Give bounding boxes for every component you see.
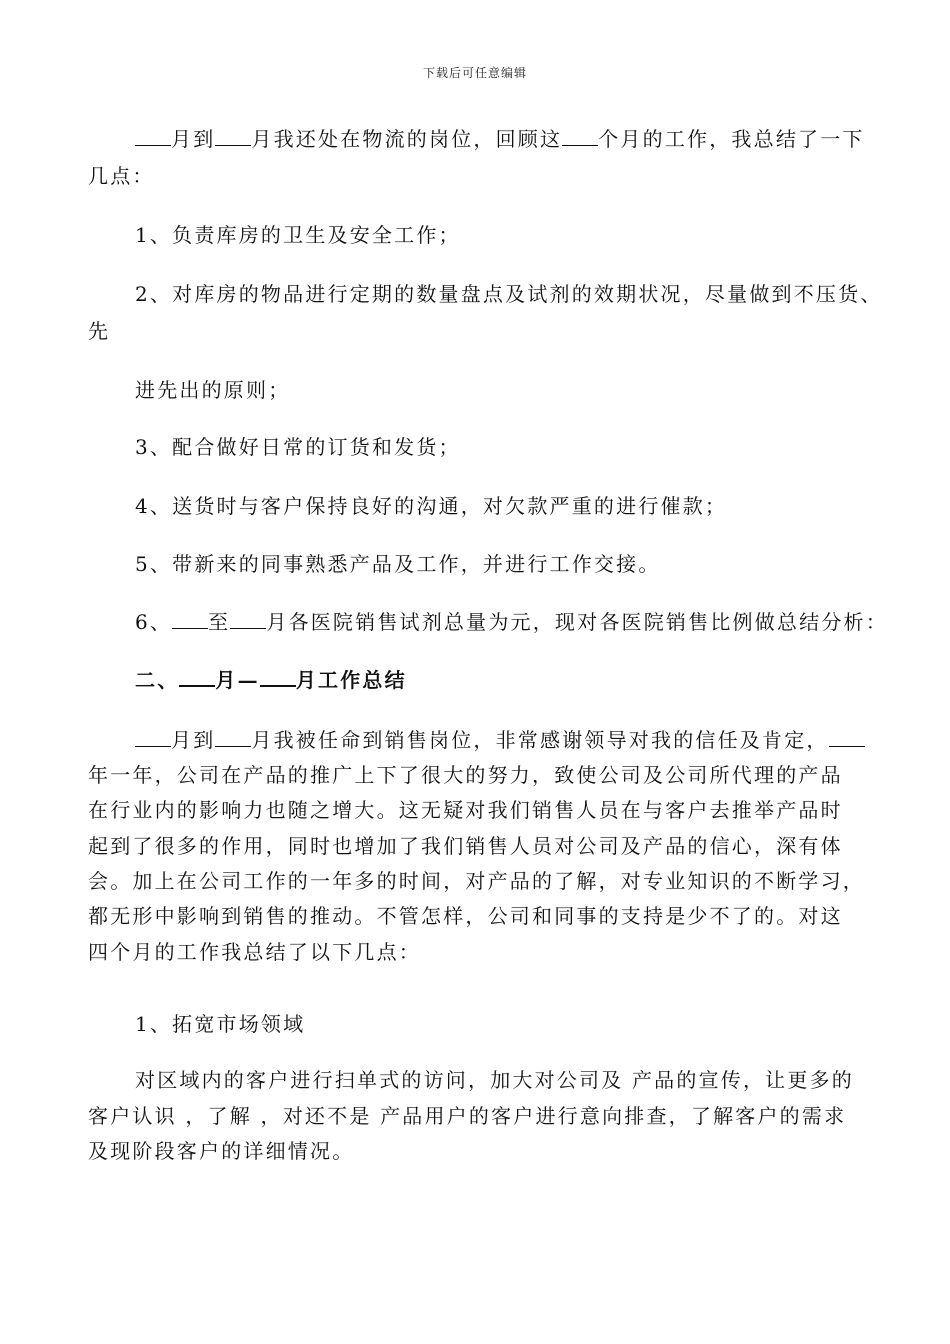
paragraph-line <box>135 727 865 753</box>
text-run: 月到 <box>171 127 216 151</box>
blank-underline <box>172 610 208 629</box>
list-item <box>135 609 888 635</box>
text-run: 月我还处在物流的岗位，回顾这 <box>251 127 563 151</box>
paragraph-line: 在行业内的影响力也随之增大。这无疑对我们销售人员在与客户去推举产品时 <box>88 798 843 822</box>
text-run: 月各医院销售试剂总量为元，现对各医院销售比例做总结分析： <box>266 610 888 634</box>
text-run: 6、 <box>135 610 173 634</box>
list-item: 2、对库房的物品进行定期的数量盘点及试剂的效期状况，尽量做到不压货、 <box>135 282 883 306</box>
paragraph-line: 进先出的原则； <box>135 378 291 402</box>
text-run: 二、 <box>135 668 180 692</box>
paragraph-line: 起到了很多的作用，同时也增加了我们销售人员对公司及产品的信心，深有体 <box>88 834 843 858</box>
paragraph-line: 客户认识 ，了解 ，对还不是 产品用户的客户进行意向排查，了解客户的需求 <box>88 1104 847 1128</box>
paragraph-line: 会。加上在公司工作的一年多的时间，对产品的了解，对专业知识的不断学习， <box>88 869 865 893</box>
blank-underline <box>260 667 296 687</box>
list-item: 4、送货时与客户保持良好的沟通，对欠款严重的进行催款； <box>135 494 728 518</box>
blank-underline <box>215 728 251 747</box>
paragraph-line: 四个月的工作我总结了以下几点： <box>88 940 421 964</box>
list-item: 1、负责库房的卫生及安全工作； <box>135 223 461 247</box>
list-item: 5、带新来的同事熟悉产品及工作，并进行工作交接。 <box>135 552 661 576</box>
paragraph-line <box>135 126 865 152</box>
text-run: 月我被任命到销售岗位，非常感谢领导对我的信任及肯定， <box>251 728 829 752</box>
text-run: 至 <box>208 610 231 634</box>
paragraph-line: 对区域内的客户进行扫单式的访问，加大对公司及 产品的宣传，让更多的 <box>135 1068 854 1092</box>
paragraph-line: 及现阶段客户的详细情况。 <box>88 1139 355 1163</box>
text-run: 月— <box>215 668 260 692</box>
paragraph-line: 几点： <box>88 164 155 188</box>
header-note: 下载后可任意编辑 <box>422 66 527 80</box>
blank-underline <box>215 127 251 146</box>
blank-underline <box>179 667 215 687</box>
paragraph-line: 年一年，公司在产品的推广上下了很大的努力，致使公司及公司所代理的产品 <box>88 763 843 787</box>
section-heading <box>135 667 407 693</box>
blank-underline <box>829 728 865 747</box>
blank-underline <box>135 728 171 747</box>
text-run: 个月的工作，我总结了一下 <box>598 127 865 151</box>
blank-underline <box>230 610 266 629</box>
blank-underline <box>562 127 598 146</box>
paragraph-line: 先 <box>88 319 111 343</box>
paragraph-line: 都无形中影响到销售的推动。不管怎样，公司和同事的支持是少不了的。对这 <box>88 904 843 928</box>
text-run: 月工作总结 <box>295 668 407 692</box>
text-run: 月到 <box>171 728 216 752</box>
list-item: 1、拓宽市场领域 <box>135 1012 306 1036</box>
list-item: 3、配合做好日常的订货和发货； <box>135 435 461 459</box>
blank-underline <box>135 127 171 146</box>
